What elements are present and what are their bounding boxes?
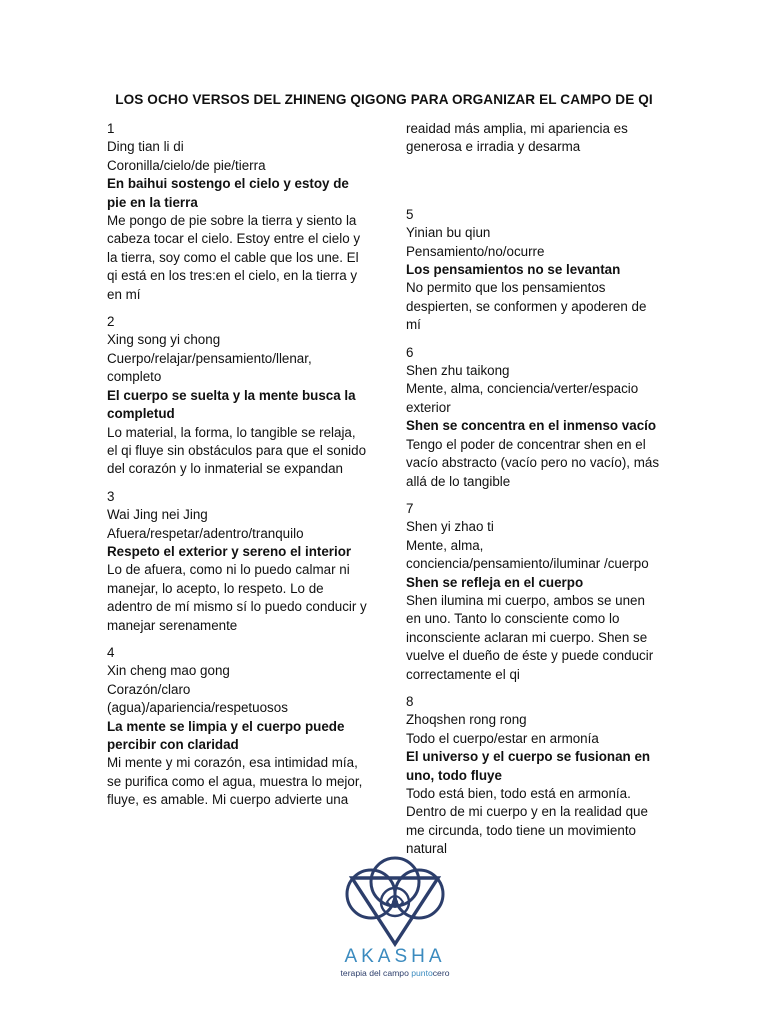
verse-number: 1 bbox=[107, 121, 115, 136]
verse-meaning: El universo y el cuerpo se fusionan en uno, todo fluye bbox=[406, 749, 651, 783]
column-spacer bbox=[406, 166, 662, 206]
verse-literal: Mente, alma, conciencia/verter/espacio exterior bbox=[406, 381, 639, 415]
verse-literal: Coronilla/cielo/de pie/tierra bbox=[107, 157, 266, 173]
verse-8 bbox=[406, 693, 662, 859]
verse-literal: Todo el cuerpo/estar en armonía bbox=[406, 730, 599, 746]
verse-meaning: La mente se limpia y el cuerpo puede percibir con claridad bbox=[107, 718, 345, 752]
verse-description: Todo está bien, todo está en armonía. Dentro de mi cuerpo y en la realidad que me circunda, todo tiene un movimiento natural bbox=[406, 786, 648, 857]
verse-number: 8 bbox=[406, 693, 414, 709]
verse-literal: Corazón/claro (agua)/apariencia/respetuosos bbox=[107, 681, 288, 716]
logo-wordmark: AKASHA bbox=[344, 946, 446, 967]
verse-number: 6 bbox=[406, 344, 414, 360]
verse-1 bbox=[107, 120, 369, 304]
right-column bbox=[406, 120, 662, 868]
verse-2 bbox=[107, 313, 369, 479]
lotus-triangle-icon bbox=[330, 852, 460, 980]
verse-literal: Afuera/respetar/adentro/tranquilo bbox=[107, 525, 304, 541]
verse-number: 3 bbox=[107, 488, 115, 504]
left-column bbox=[107, 120, 369, 819]
verse-7 bbox=[406, 500, 662, 684]
verse-number: 5 bbox=[406, 206, 414, 222]
verse-meaning: El cuerpo se suelta y la mente busca la completud bbox=[107, 387, 356, 422]
verse-description: Lo de afuera, como ni lo puedo calmar ni manejar, lo acepto, lo respeto. Lo de adentro de mí mismo sí lo puedo conducir y manejar serenamente bbox=[107, 562, 367, 633]
verse-number: 2 bbox=[107, 314, 115, 330]
verse-description: No permito que los pensamientos despierten, se conformen y apoderen de mí bbox=[406, 280, 647, 333]
verse-meaning: Los pensamientos no se levantan bbox=[406, 262, 621, 278]
verse-meaning: En baihui sostengo el cielo y estoy de pie en la tierra bbox=[107, 176, 349, 210]
verse-description: Lo material, la forma, lo tangible se relaja, el qi fluye sin obstáculos para que el sonido del corazón y lo inmaterial se expandan bbox=[107, 424, 367, 477]
verse-description: Mi mente y mi corazón, esa intimidad mía, se purifica como el agua, muestra lo mejor, fluye, es amable. Mi cuerpo advierte una bbox=[107, 755, 363, 808]
akasha-logo bbox=[330, 852, 460, 980]
verse-description: Tengo el poder de concentrar shen en el vacío abstracto (vacío pero no vacío), más allá de lo tangible bbox=[406, 436, 660, 489]
verse-description-continued: reaidad más amplia, mi apariencia es generosa e irradia y desarma bbox=[406, 121, 628, 155]
verse-3 bbox=[107, 488, 369, 635]
verse-description: Me pongo de pie sobre la tierra y siento la cabeza tocar el cielo. Estoy entre el cielo y la tierra, soy como el cable que los une. El qi está en los tres:en el cielo, en la tierra y en mí bbox=[107, 213, 361, 302]
verse-number: 4 bbox=[107, 644, 115, 660]
verse-meaning: Shen se refleja en el cuerpo bbox=[406, 574, 584, 590]
verse-literal: Pensamiento/no/ocurre bbox=[406, 243, 545, 259]
verse-5 bbox=[406, 206, 662, 335]
verse-meaning: Respeto el exterior y sereno el interior bbox=[107, 543, 352, 559]
verse-pinyin: Yinian bu qiun bbox=[406, 225, 491, 241]
verse-pinyin: Xing song yi chong bbox=[107, 332, 221, 348]
page-title: LOS OCHO VERSOS DEL ZHINENG QIGONG PARA ORGANIZAR EL CAMPO DE QI bbox=[115, 92, 653, 107]
verse-literal: Mente, alma, conciencia/pensamiento/iluminar /cuerpo bbox=[406, 537, 649, 572]
verse-pinyin: Ding tian li di bbox=[107, 139, 184, 155]
verse-4 bbox=[107, 644, 369, 810]
verse-4-continuation bbox=[406, 120, 662, 157]
logo-tagline: terapia del campo puntocero bbox=[340, 968, 450, 978]
verse-pinyin: Shen zhu taikong bbox=[406, 363, 510, 379]
verse-pinyin: Shen yi zhao ti bbox=[406, 519, 494, 535]
verse-number: 7 bbox=[406, 500, 414, 516]
verse-pinyin: Wai Jing nei Jing bbox=[107, 507, 208, 523]
verse-pinyin: Xin cheng mao gong bbox=[107, 663, 230, 679]
verse-pinyin: Zhoqshen rong rong bbox=[406, 712, 527, 728]
verse-6 bbox=[406, 344, 662, 491]
verse-meaning: Shen se concentra en el inmenso vacío bbox=[406, 418, 657, 434]
verse-literal: Cuerpo/relajar/pensamiento/llenar, completo bbox=[107, 350, 312, 385]
verse-description: Shen ilumina mi cuerpo, ambos se unen en uno. Tanto lo consciente como lo inconsciente aclaran mi cuerpo. Shen se vuelve el dueño de éste y puede conducir correctamente el qi bbox=[406, 592, 654, 682]
